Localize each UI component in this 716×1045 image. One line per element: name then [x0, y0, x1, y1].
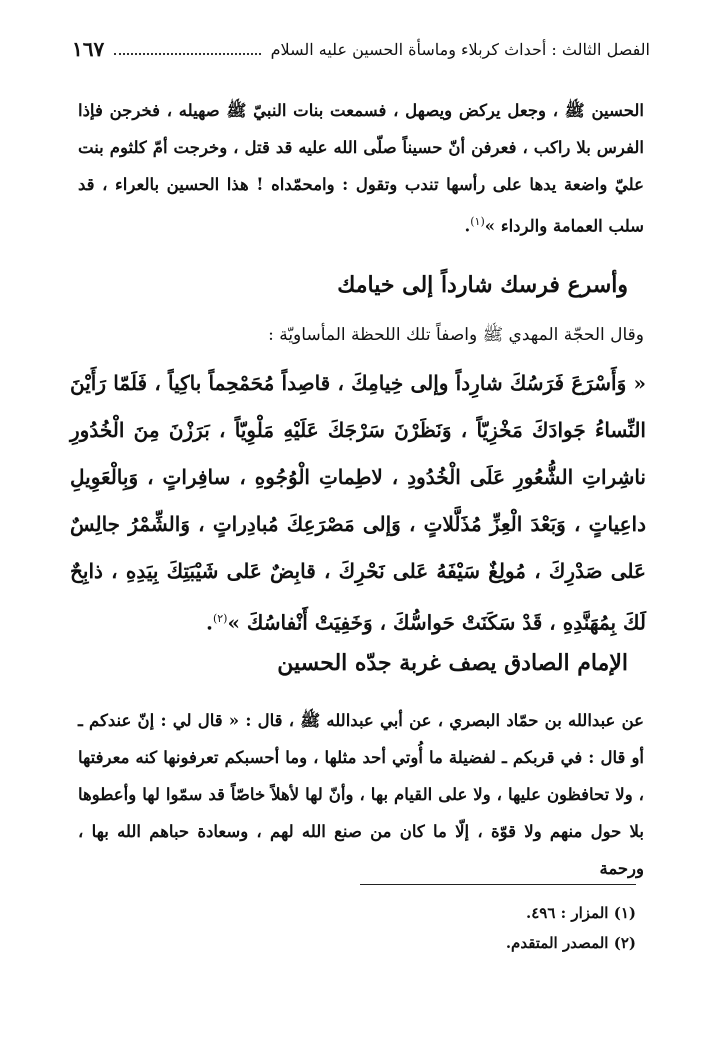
quote-text: « وَأَسْرَعَ فَرَسُكَ شارِداً وإلى خِيامِكَ ، قاصِداً مُحَمْحِماً باكِياً ، فَلَمّا رَأَيْنَ النِّساءُ جَوادَكَ مَخْزِيّاً ، وَنَظَرْنَ سَرْجَكَ عَلَيْهِ مَلْوِيّاً ، بَرَزْنَ مِنَ الْخُدُورِ ناشِراتِ الشُّعُورِ عَلَى الْخُدُودِ ، لاطِماتِ الْوُجُوهِ ، سافِراتٍ ، وَبِالْعَوِيلِ داعِياتٍ ، وَبَعْدَ الْعِزِّ مُذَلَّلاتٍ ، وَإلى مَصْرَعِكَ مُبادِراتٍ ، وَالشِّمْرُ جالِسٌ عَلى صَدْرِكَ ، مُولِغٌ سَيْفَهُ عَلى نَحْرِكَ ، قابِضٌ عَلى شَيْبَتِكَ بِيَدِهِ ، ذابِحٌ لَكَ بِمُهَنَّدِهِ ، قَدْ سَكَنَتْ حَواسُّكَ ، وَخَفِيَتْ أَنْفاسُكَ »: [70, 371, 646, 635]
footnote-1-number: (١): [613, 904, 636, 922]
paragraph-1: الحسين ﷺ ، وجعل يركض ويصهل ، فسمعت بنات النبيّ ﷺ صهيله ، فخرجن فإذا الفرس بلا راكب ، فعرفن أنّ حسيناً صلّى الله عليه قد قتل ، وخرجت أمّ كلثوم بنت عليّ واضعة يدها على رأسها تندب وتقول : وامحمّداه ! هذا الحسين بالعراء ، قد سلب العمامة والرداء »$^{(١)}$.: [78, 101, 644, 236]
leader-dots: [114, 43, 260, 55]
footnote-2-number: (٢): [613, 934, 636, 952]
section-heading-1: وأسرع فرسك شارداً إلى خيامك: [337, 272, 628, 298]
footnote-2-text: المصدر المتقدم.: [505, 934, 609, 952]
paragraph-1-text: الحسين ﷺ ، وجعل يركض ويصهل ، فسمعت بنات النبيّ ﷺ صهيله ، فخرجن فإذا الفرس بلا راكب ، فعرفن أنّ حسيناً صلّى الله عليه قد قتل ، وخرجت أمّ كلثوم بنت عليّ واضعة يدها على رأسها تندب وتقول : وامحمّداه ! هذا الحسين بالعراء ، قد سلب العمامة والرداء »: [78, 101, 644, 236]
footnote-ref-2: (٢): [212, 612, 228, 625]
page-number: ١٦٧: [72, 37, 105, 61]
paragraph-2: عن عبدالله بن حمّاد البصري ، عن أبي عبدالله ﷺ ، قال : « قال لي : إنّ عندكم ـ أو قال : في قربكم ـ لفضيلة ما أُوتي أحد مثلها ، وما أحسبكم تعرفونها كنه معرفتها ، ولا تحافظون عليها ، ولا على القيام بها ، وأنّ لها لأهلاً خاصّاً قد سمّوا لها وأعطوها بلا حول منهم ولا قوّة ، إلّا ما كان من صنع الله لهم ، وسعادة حباهم الله بها ، ورحمة: [78, 711, 644, 878]
footnote-1-text: المزار : ٤٩٦.: [525, 904, 609, 922]
footnote-2: [76, 928, 636, 958]
running-header: [72, 34, 650, 64]
quote-block: « وَأَسْرَعَ فَرَسُكَ شارِداً وإلى خِيامِكَ ، قاصِداً مُحَمْحِماً باكِياً ، فَلَمّا رَأَيْنَ النِّساءُ جَوادَكَ مَخْزِيّاً ، وَنَظَرْنَ سَرْجَكَ عَلَيْهِ مَلْوِيّاً ، بَرَزْنَ مِنَ الْخُدُورِ ناشِراتِ الشُّعُورِ عَلَى الْخُدُودِ ، لاطِماتِ الْوُجُوهِ ، سافِراتٍ ، وَبِالْعَوِيلِ داعِياتٍ ، وَبَعْدَ الْعِزِّ مُذَلَّلاتٍ ، وَإلى مَصْرَعِكَ مُبادِراتٍ ، وَالشِّمْرُ جالِسٌ عَلى صَدْرِكَ ، مُولِغٌ سَيْفَهُ عَلى نَحْرِكَ ، قابِضٌ عَلى شَيْبَتِكَ بِيَدِهِ ، ذابِحٌ لَكَ بِمُهَنَّدِهِ ، قَدْ سَكَنَتْ حَواسُّكَ ، وَخَفِيَتْ أَنْفاسُكَ »$^{(٢)}$.: [70, 371, 646, 635]
chapter-title: الفصل الثالث : أحداث كربلاء وماسأة الحسين عليه السلام: [270, 39, 650, 59]
section-heading-2: الإمام الصادق يصف غربة جدّه الحسين: [277, 650, 628, 676]
footnote-1: [76, 898, 636, 928]
footnote-ref-1: (١): [470, 215, 485, 228]
footnotes: [76, 898, 636, 958]
quote-intro: وقال الحجّة المهدي ﷺ واصفاً تلك اللحظة المأساويّة :: [268, 325, 644, 345]
footnote-separator: [360, 884, 636, 885]
